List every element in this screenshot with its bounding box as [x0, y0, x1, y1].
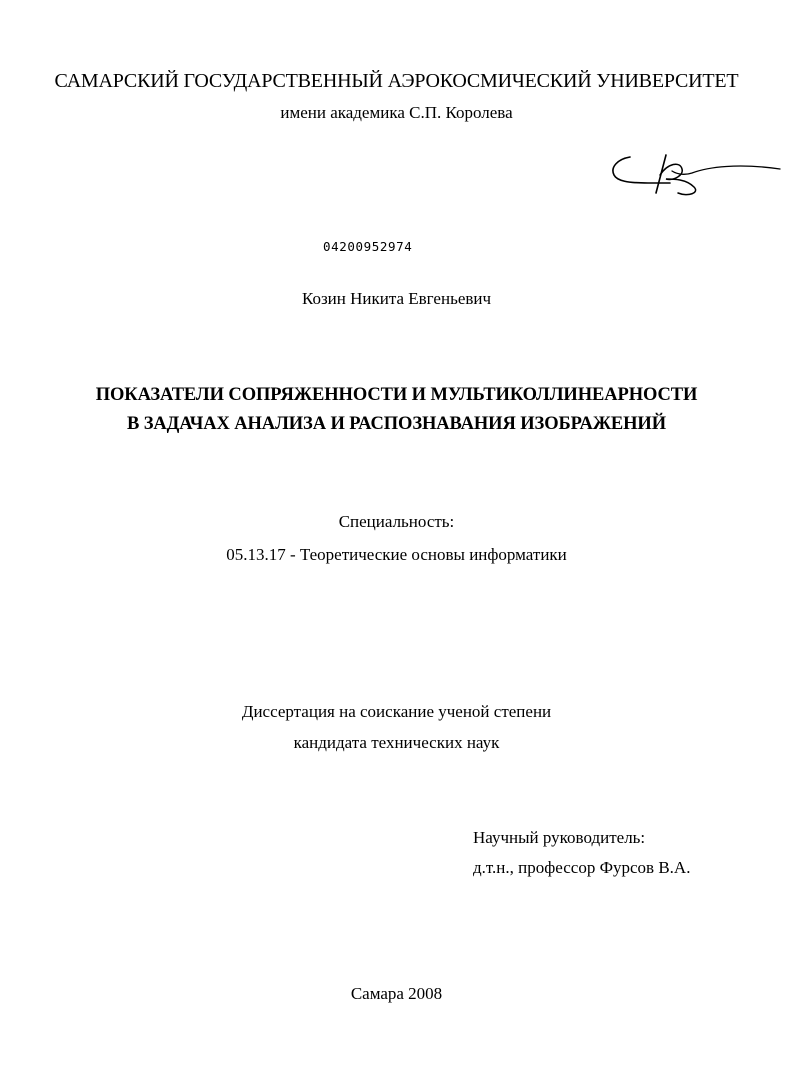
- place-and-year: Самара 2008: [350, 984, 443, 1003]
- dissertation-degree-line-2: кандидата технических наук: [293, 733, 500, 752]
- signature-icon: [608, 145, 788, 200]
- university-name: САМАРСКИЙ ГОСУДАРСТВЕННЫЙ АЭРОКОСМИЧЕСКИЙ УНИВЕРСИТЕТ: [54, 70, 739, 92]
- registration-number: 04200952974: [323, 239, 413, 254]
- specialty-value: 05.13.17 - Теоретические основы информатики: [226, 545, 567, 564]
- supervisor-name: д.т.н., профессор Фурсов В.А.: [473, 858, 691, 877]
- specialty-label: Специальность:: [338, 512, 455, 531]
- supervisor-label: Научный руководитель:: [473, 828, 646, 847]
- university-named-after: имени академика С.П. Королева: [280, 103, 513, 122]
- dissertation-title-line-2: В ЗАДАЧАХ АНАЛИЗА И РАСПОЗНАВАНИЯ ИЗОБРАЖЕНИЙ: [126, 414, 667, 434]
- dissertation-degree-line-1: Диссертация на соискание ученой степени: [241, 702, 552, 721]
- dissertation-title-line-1: ПОКАЗАТЕЛИ СОПРЯЖЕННОСТИ И МУЛЬТИКОЛЛИНЕАРНОСТИ: [95, 385, 698, 405]
- author-name: Козин Никита Евгеньевич: [301, 289, 492, 308]
